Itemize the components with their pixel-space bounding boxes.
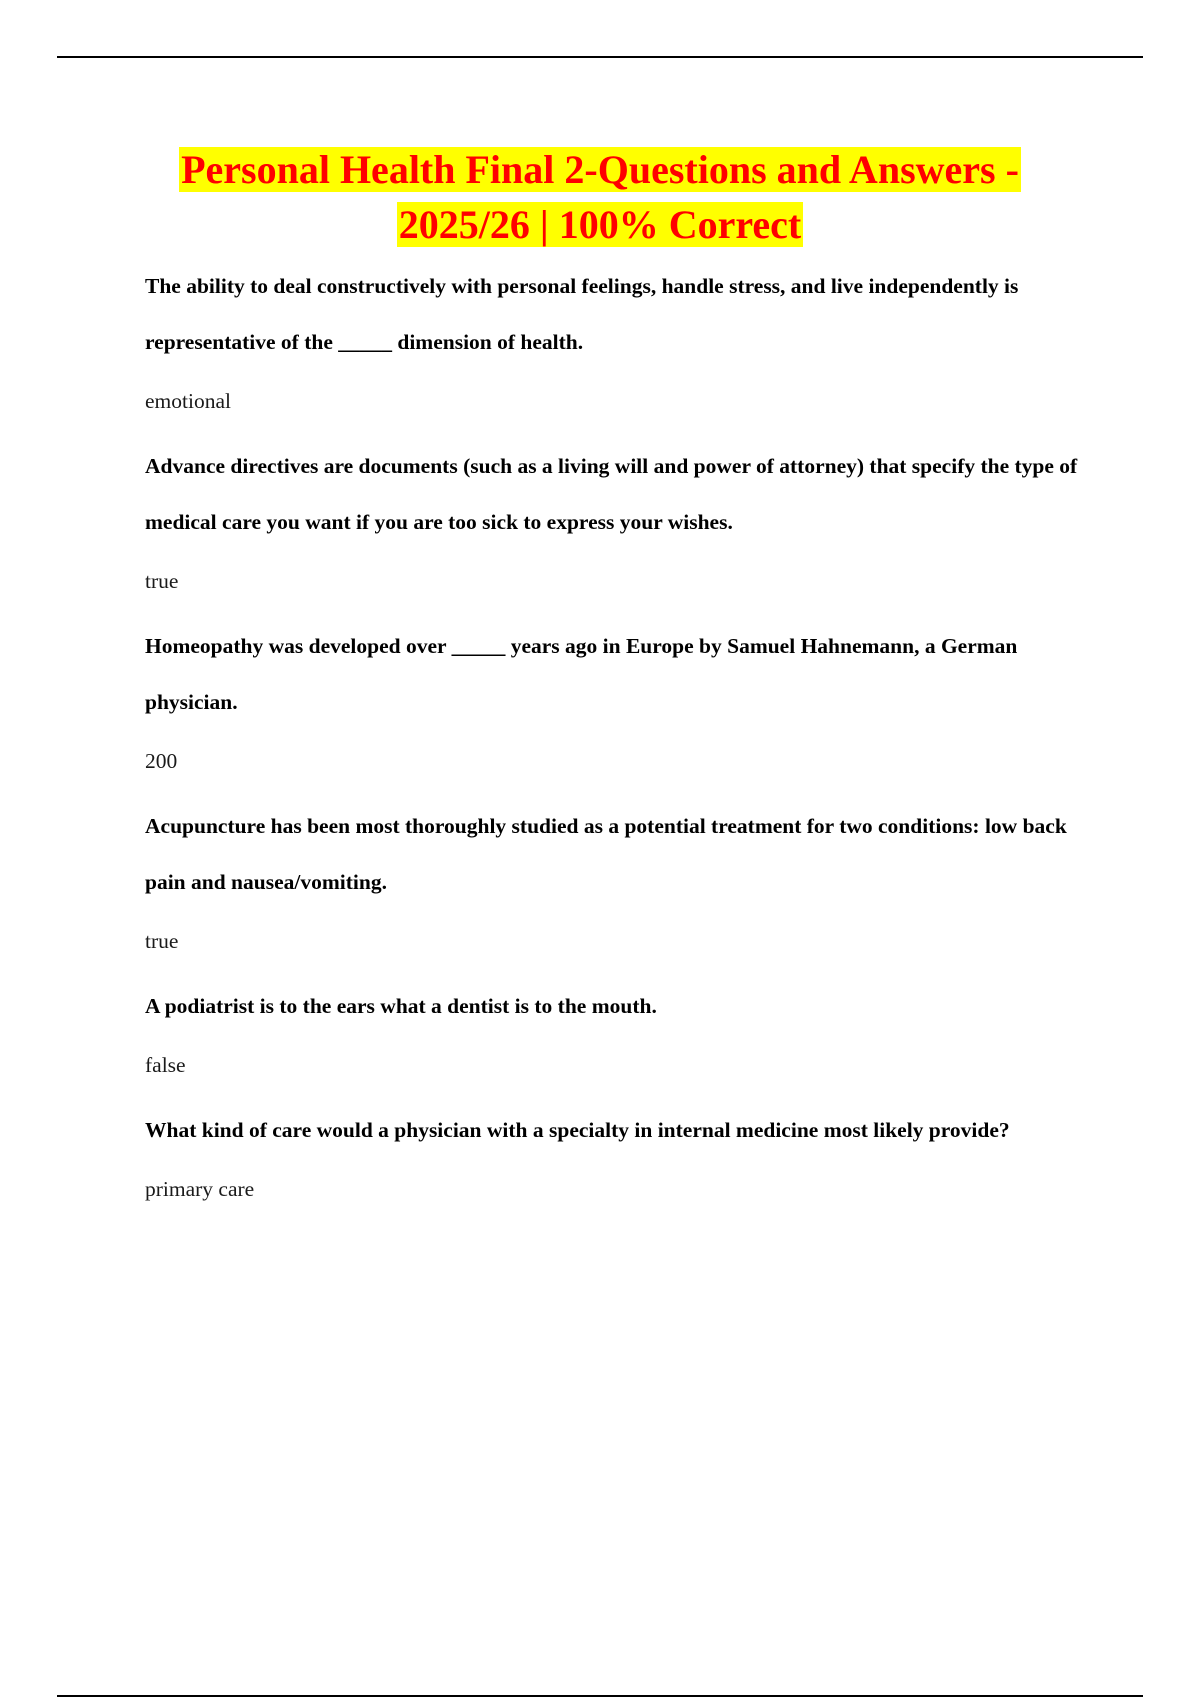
bottom-rule [57, 1695, 1143, 1697]
top-rule [57, 56, 1143, 58]
qa-item [145, 1102, 1100, 1204]
qa-item [145, 798, 1100, 956]
question-text: Acupuncture has been most thoroughly studied as a potential treatment for two conditions: low back pain and nausea/vomiting. [145, 814, 1067, 894]
answer-text: 200 [145, 749, 178, 773]
answer-text: false [145, 1053, 186, 1077]
answer-text: emotional [145, 389, 231, 413]
title-line-2: 2025/26 | 100% Correct [398, 202, 802, 247]
question-text: Advance directives are documents (such as a living will and power of attorney) that specify the type of medical care you want if you are too sick to express your wishes. [145, 454, 1078, 534]
qa-item [145, 618, 1100, 776]
qa-item [145, 438, 1100, 596]
title-line-1: Personal Health Final 2-Questions and Answers - [181, 147, 1019, 192]
document-title [100, 142, 1100, 252]
question-text: What kind of care would a physician with a specialty in internal medicine most likely provide? [145, 1118, 1010, 1142]
qa-item [145, 978, 1100, 1080]
answer-text: primary care [145, 1177, 255, 1201]
answer-text: true [145, 929, 179, 953]
qa-list [145, 258, 1100, 1226]
answer-text: true [145, 569, 179, 593]
question-text: A podiatrist is to the ears what a dentist is to the mouth. [145, 994, 657, 1018]
question-text: The ability to deal constructively with personal feelings, handle stress, and live independently is representative of the _____ dimension of health. [145, 274, 1019, 354]
question-text: Homeopathy was developed over _____ years ago in Europe by Samuel Hahnemann, a German physician. [145, 634, 1018, 714]
qa-item [145, 258, 1100, 416]
